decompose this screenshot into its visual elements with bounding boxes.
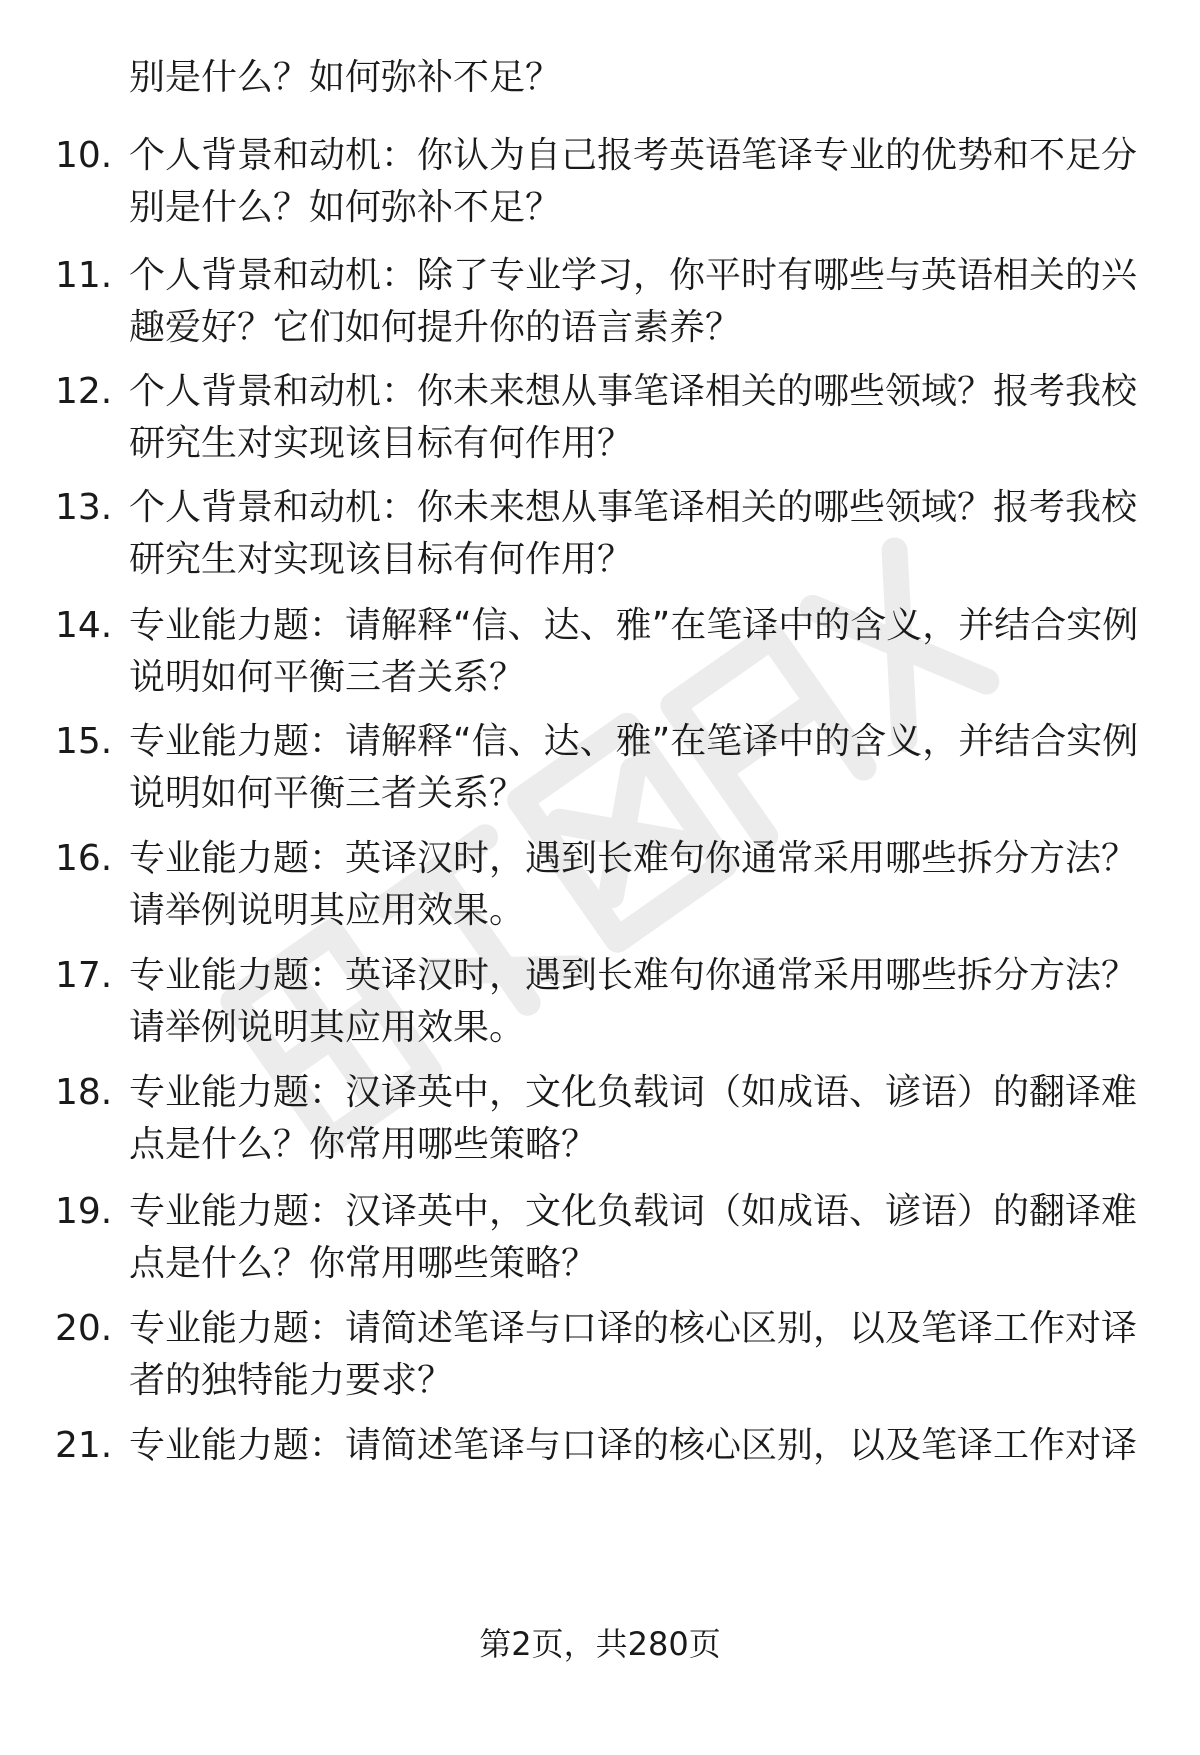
question-number: 10. <box>55 135 113 176</box>
question-text: 专业能力题：英译汉时，遇到长难句你通常采用哪些拆分方法？请举例说明其应用效果。 <box>129 838 1138 931</box>
question-text: 个人背景和动机：你未来想从事笔译相关的哪些领域？报考我校研究生对实现该目标有何作用？ <box>129 371 1138 464</box>
question-text: 个人背景和动机：你未来想从事笔译相关的哪些领域？报考我校研究生对实现该目标有何作用？ <box>129 487 1138 580</box>
question-text: 专业能力题：请简述笔译与口译的核心区别，以及笔译工作对译者的独特能力要求？ <box>129 1308 1138 1401</box>
page-footer: 第2页，共280页 <box>479 1625 721 1663</box>
question-number: 21. <box>55 1425 113 1466</box>
question-number: 12. <box>55 371 113 412</box>
question-text: 专业能力题：英译汉时，遇到长难句你通常采用哪些拆分方法？请举例说明其应用效果。 <box>129 955 1138 1048</box>
question-text: 专业能力题：请解释“信、达、雅”在笔译中的含义，并结合实例说明如何平衡三者关系？ <box>129 721 1139 814</box>
question-number: 13. <box>55 487 113 528</box>
question-number: 11. <box>55 255 113 296</box>
question-number: 19. <box>55 1191 113 1232</box>
question-number: 17. <box>55 955 113 996</box>
question-text: 个人背景和动机：除了专业学习，你平时有哪些与英语相关的兴趣爱好？它们如何提升你的语言素养？ <box>129 255 1138 348</box>
question-number: 14. <box>55 605 113 646</box>
question-text: 专业能力题：汉译英中，文化负载词（如成语、谚语）的翻译难点是什么？你常用哪些策略？ <box>129 1191 1138 1284</box>
question-number: 15. <box>55 721 113 762</box>
question-number: 18. <box>55 1072 113 1113</box>
question-text: 专业能力题：请简述笔译与口译的核心区别，以及笔译工作对译 <box>129 1425 1138 1466</box>
question-number: 16. <box>55 838 113 879</box>
question-number: 20. <box>55 1308 113 1349</box>
question-text: 个人背景和动机：你认为自己报考英语笔译专业的优势和不足分别是什么？如何弥补不足？ <box>129 135 1138 228</box>
continued-text: 别是什么？如何弥补不足？ <box>129 57 562 98</box>
question-text: 专业能力题：汉译英中，文化负载词（如成语、谚语）的翻译难点是什么？你常用哪些策略？ <box>129 1072 1138 1165</box>
question-text: 专业能力题：请解释“信、达、雅”在笔译中的含义，并结合实例说明如何平衡三者关系？ <box>129 605 1139 698</box>
